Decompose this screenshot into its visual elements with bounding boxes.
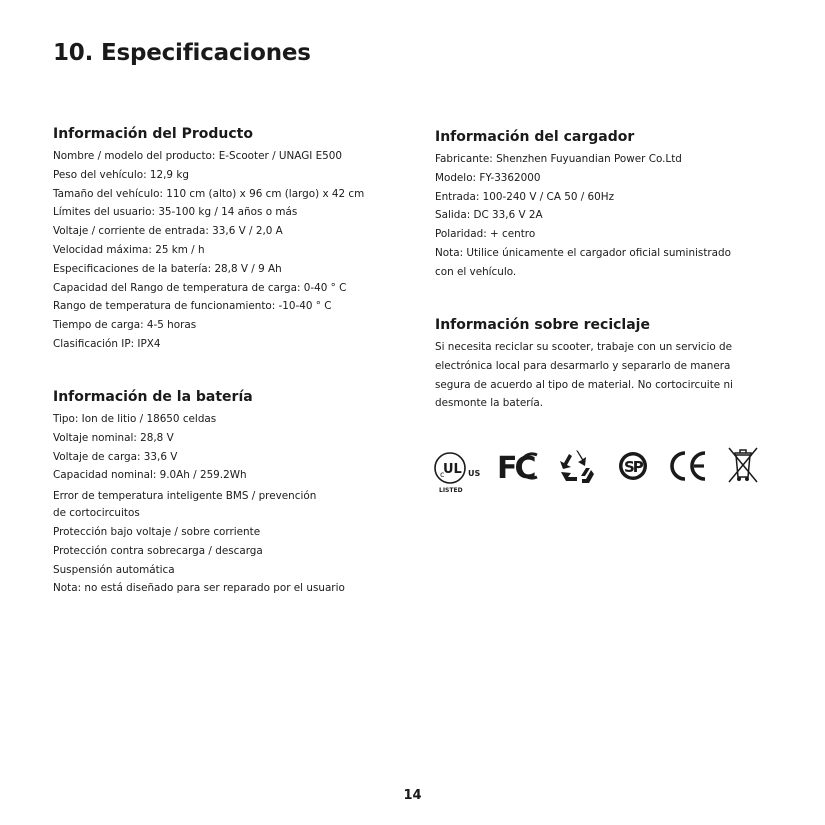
spec-line: Polaridad: + centro	[435, 228, 536, 241]
spec-line: Voltaje nominal: 28,8 V	[53, 431, 174, 444]
spec-line: Nombre / modelo del producto: E-Scooter / UNAGI E500	[53, 150, 343, 162]
spec-line: Tipo: Ion de litio / 18650 celdas	[53, 413, 217, 425]
charger-info-heading: Información del cargador	[435, 129, 635, 145]
ul-listed-text: LISTED	[439, 487, 463, 494]
recycling-info-heading: Información sobre reciclaje	[435, 317, 650, 333]
paragraph-line: Si necesita reciclar su scooter, trabaje con un servicio de	[435, 341, 733, 353]
spec-line: Peso del vehículo: 12,9 kg	[53, 168, 189, 181]
battery-info-heading: Información de la batería	[53, 389, 253, 405]
ul-mark-text: UL	[443, 462, 462, 477]
spec-line: Voltaje de carga: 33,6 V	[53, 450, 178, 463]
paragraph-line: electrónica local para desarmarlo y separarlo de manera	[435, 359, 731, 372]
spec-line: Nota: Utilice únicamente el cargador oficial suministrado	[435, 246, 731, 259]
certification-marks	[433, 443, 763, 493]
spec-line: Velocidad máxima: 25 km / h	[53, 243, 205, 256]
weee-crossed-bin-icon	[727, 445, 759, 485]
charger-info-section	[435, 128, 731, 282]
paragraph-line: segura de acuerdo al tipo de material. No cortocircuite ni	[435, 378, 733, 391]
ce-icon	[668, 449, 708, 483]
fcc-icon	[497, 449, 541, 483]
spec-line: con el vehículo.	[435, 265, 517, 278]
spec-line: Tamaño del vehículo: 110 cm (alto) x 96 cm (largo) x 42 cm	[53, 187, 365, 200]
spec-line: Nota: no está diseñado para ser reparado por el usuario	[53, 582, 345, 595]
spec-line: de cortocircuitos	[53, 506, 140, 519]
page-title: 10. Especificaciones	[53, 40, 311, 66]
spec-line: Protección bajo voltaje / sobre corriente	[53, 525, 261, 538]
spec-line: Protección contra sobrecarga / descarga	[53, 544, 263, 557]
page-number: 14	[403, 788, 422, 803]
spec-line: Especificaciones de la batería: 28,8 V / 9 Ah	[53, 262, 282, 275]
spec-line: Suspensión automática	[53, 563, 175, 576]
spec-line: Tiempo de carga: 4-5 horas	[53, 319, 197, 332]
csa-icon	[616, 449, 650, 483]
spec-line: Clasificación IP: IPX4	[53, 337, 161, 350]
recycling-info-section	[435, 316, 733, 413]
product-info-heading: Información del Producto	[53, 126, 253, 142]
spec-line: Límites del usuario: 35-100 kg / 14 años o más	[53, 206, 298, 219]
spec-line: Voltaje / corriente de entrada: 33,6 V / 2,0 A	[53, 225, 283, 238]
fcc-text: FC	[497, 451, 534, 483]
csa-text: SP	[624, 458, 642, 476]
spec-line: Error de temperatura inteligente BMS / prevención	[53, 490, 317, 503]
spec-line: Modelo: FY-3362000	[435, 171, 541, 184]
recycle-icon	[557, 448, 595, 484]
product-info-section	[53, 125, 364, 354]
paragraph-line: desmonte la batería.	[435, 397, 544, 410]
spec-line: Capacidad nominal: 9.0Ah / 259.2Wh	[53, 469, 247, 482]
spec-line: Fabricante: Shenzhen Fuyuandian Power Co.Ltd	[435, 153, 682, 165]
ul-us-mark: US	[468, 469, 481, 478]
spec-line: Entrada: 100-240 V / CA 50 / 60Hz	[435, 190, 615, 203]
battery-info-section	[53, 388, 345, 598]
spec-line: Capacidad del Rango de temperatura de carga: 0-40 ° C	[53, 281, 347, 294]
ul-c-mark: c	[440, 470, 445, 479]
spec-line: Salida: DC 33,6 V 2A	[435, 209, 543, 222]
ul-listed-icon	[433, 446, 485, 494]
spec-line: Rango de temperatura de funcionamiento: -10-40 ° C	[53, 300, 332, 313]
